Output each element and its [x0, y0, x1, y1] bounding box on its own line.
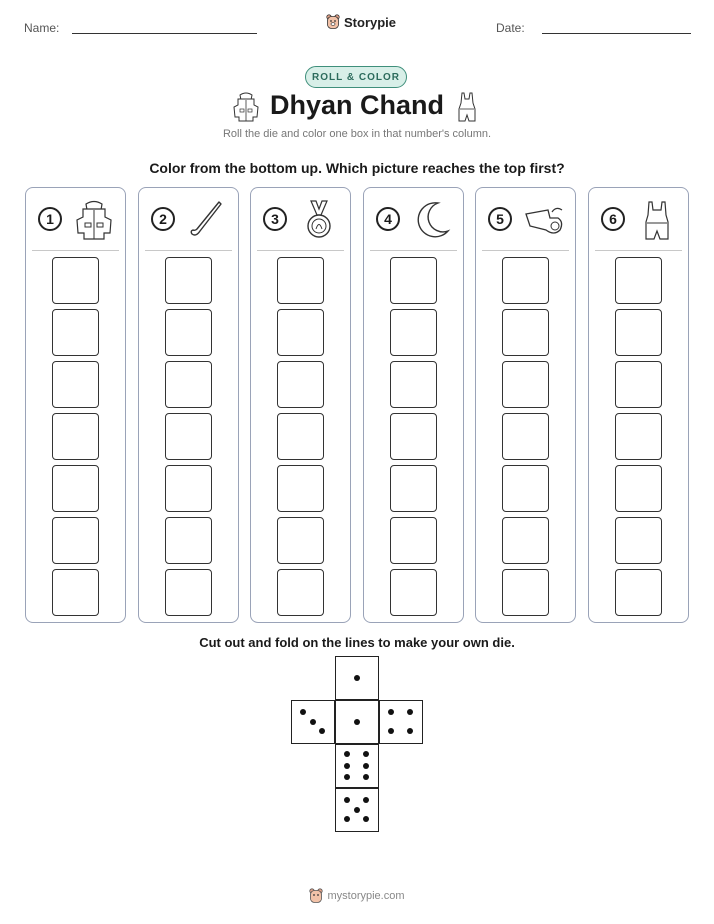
die-pip	[354, 675, 360, 681]
die-face-5	[335, 788, 379, 832]
die-pip	[388, 709, 394, 715]
die-pip	[344, 816, 350, 822]
die-pip	[363, 774, 369, 780]
column-number: 1	[38, 207, 62, 231]
column-header	[595, 188, 682, 251]
die-face-3	[291, 700, 335, 744]
color-box[interactable]	[502, 361, 549, 408]
color-box[interactable]	[390, 517, 437, 564]
color-box[interactable]	[615, 517, 662, 564]
color-box[interactable]	[615, 465, 662, 512]
color-box[interactable]	[615, 257, 662, 304]
color-box[interactable]	[165, 257, 212, 304]
color-box[interactable]	[277, 569, 324, 616]
color-box[interactable]	[165, 465, 212, 512]
color-box[interactable]	[277, 361, 324, 408]
uniform-coat-icon	[72, 198, 116, 242]
die-pip	[344, 763, 350, 769]
color-box[interactable]	[615, 413, 662, 460]
footer	[0, 888, 714, 904]
color-box[interactable]	[277, 413, 324, 460]
color-box[interactable]	[390, 309, 437, 356]
column-number: 5	[488, 207, 512, 231]
column-3	[250, 187, 351, 623]
brand-logo	[326, 14, 396, 30]
name-label: Name:	[24, 21, 60, 35]
color-box[interactable]	[165, 309, 212, 356]
medal-icon	[297, 198, 341, 242]
color-box[interactable]	[52, 517, 99, 564]
color-box[interactable]	[615, 309, 662, 356]
die-pip	[344, 751, 350, 757]
cut-instruction: Cut out and fold on the lines to make your own die.	[199, 635, 515, 650]
crescent-moon-icon	[410, 198, 454, 242]
column-number: 4	[376, 207, 400, 231]
color-box[interactable]	[390, 413, 437, 460]
die-pip	[319, 728, 325, 734]
column-6	[588, 187, 689, 623]
bear-mascot-icon	[326, 14, 340, 30]
die-face-1	[335, 700, 379, 744]
die-pip	[363, 797, 369, 803]
brand-name: Storypie	[344, 14, 397, 30]
die-pip	[407, 728, 413, 734]
color-box[interactable]	[502, 569, 549, 616]
color-box[interactable]	[52, 413, 99, 460]
column-4	[363, 187, 464, 623]
jersey-icon	[635, 198, 679, 242]
column-header	[257, 188, 344, 251]
column-number: 6	[601, 207, 625, 231]
die-pip	[363, 816, 369, 822]
die-pip	[407, 709, 413, 715]
column-5	[475, 187, 576, 623]
color-box[interactable]	[52, 257, 99, 304]
page-subtitle: Roll the die and color one box in that number's column.	[222, 128, 492, 140]
die-pip	[344, 774, 350, 780]
activity-badge: ROLL & COLOR	[305, 66, 407, 88]
color-box[interactable]	[277, 517, 324, 564]
color-box[interactable]	[277, 257, 324, 304]
color-box[interactable]	[390, 465, 437, 512]
color-box[interactable]	[277, 465, 324, 512]
die-face-6	[335, 744, 379, 788]
die-pip	[344, 797, 350, 803]
whistle-icon	[522, 198, 566, 242]
coloring-instruction: Color from the bottom up. Which picture reaches the top first?	[149, 160, 565, 176]
color-box[interactable]	[390, 361, 437, 408]
column-header	[370, 188, 457, 251]
column-number: 2	[151, 207, 175, 231]
color-box[interactable]	[390, 257, 437, 304]
color-box[interactable]	[165, 569, 212, 616]
die-face-1	[335, 656, 379, 700]
color-box[interactable]	[502, 257, 549, 304]
color-box[interactable]	[390, 569, 437, 616]
color-box[interactable]	[502, 517, 549, 564]
date-label: Date:	[496, 21, 525, 35]
die-pip	[354, 719, 360, 725]
page-title: Dhyan Chand	[269, 90, 444, 120]
color-box[interactable]	[52, 361, 99, 408]
die-pip	[300, 709, 306, 715]
column-2	[138, 187, 239, 623]
footer-url[interactable]: mystorypie.com	[327, 890, 405, 902]
color-box[interactable]	[165, 517, 212, 564]
hockey-stick-icon	[185, 198, 229, 242]
die-pip	[363, 763, 369, 769]
name-line[interactable]	[72, 33, 257, 34]
column-header	[482, 188, 569, 251]
column-number: 3	[263, 207, 287, 231]
die-pip	[354, 807, 360, 813]
color-box[interactable]	[165, 361, 212, 408]
die-pip	[388, 728, 394, 734]
color-box[interactable]	[502, 413, 549, 460]
column-1	[25, 187, 126, 623]
color-box[interactable]	[52, 569, 99, 616]
color-box[interactable]	[52, 309, 99, 356]
date-line[interactable]	[542, 33, 691, 34]
column-header	[145, 188, 232, 251]
die-pip	[310, 719, 316, 725]
color-box[interactable]	[615, 361, 662, 408]
color-box[interactable]	[52, 465, 99, 512]
die-pip	[363, 751, 369, 757]
color-box[interactable]	[277, 309, 324, 356]
color-box[interactable]	[502, 465, 549, 512]
jersey-icon	[455, 91, 479, 123]
color-box[interactable]	[502, 309, 549, 356]
color-box[interactable]	[165, 413, 212, 460]
column-header	[32, 188, 119, 251]
color-box[interactable]	[615, 569, 662, 616]
die-face-4	[379, 700, 423, 744]
bear-mascot-icon	[309, 888, 323, 904]
